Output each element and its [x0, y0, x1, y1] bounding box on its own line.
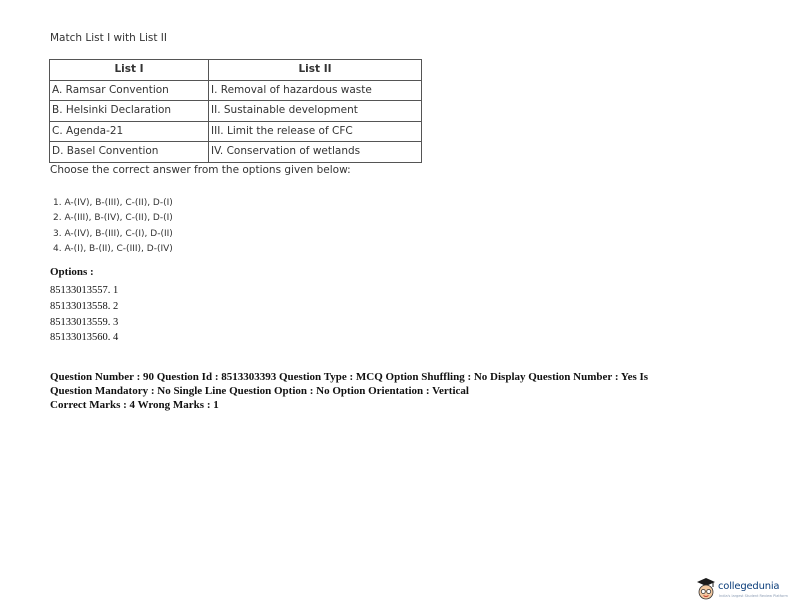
- list-1-item-b: B. Helsinki Declaration: [50, 101, 209, 122]
- match-table: [49, 59, 422, 163]
- table-row: [50, 121, 422, 142]
- metadata-line-3: Correct Marks : 4 Wrong Marks : 1: [50, 399, 219, 411]
- list-1-item-c: C. Agenda-21: [50, 121, 209, 142]
- instruction-text: Choose the correct answer from the options given below:: [50, 164, 351, 176]
- option-code-2: 85133013558. 2: [50, 300, 119, 312]
- brand-watermark: [695, 576, 788, 606]
- answer-choice-3: 3. A-(IV), B-(III), C-(I), D-(II): [53, 228, 173, 239]
- brand-name: collegedunia: [718, 581, 780, 592]
- table-header-row: [50, 60, 422, 81]
- list-2-item-iv: IV. Conservation of wetlands: [209, 142, 422, 163]
- question-heading: Match List I with List II: [50, 32, 168, 44]
- list-1-item-d: D. Basel Convention: [50, 142, 209, 163]
- option-code-list: [50, 283, 118, 346]
- brand-tagline: India's largest Student Review Platform: [719, 594, 788, 598]
- question-metadata: [50, 370, 730, 412]
- collegedunia-logo-icon: [695, 576, 717, 602]
- answer-choices: [53, 196, 173, 258]
- list-2-header: List II: [209, 60, 422, 81]
- answer-choice-4: 4. A-(I), B-(II), C-(III), D-(IV): [53, 244, 173, 255]
- metadata-line-1: Question Number : 90 Question Id : 8513303393 Question Type : MCQ Option Shuffling : No Display Question Number : Yes Is: [50, 371, 649, 383]
- list-2-item-ii: II. Sustainable development: [209, 101, 422, 122]
- metadata-line-2: Question Mandatory : No Single Line Question Option : No Option Orientation : Vertical: [50, 385, 469, 397]
- option-code-3: 85133013559. 3: [50, 316, 119, 328]
- table-row: [50, 80, 422, 101]
- table-row: [50, 142, 422, 163]
- table-row: [50, 101, 422, 122]
- list-2-item-i: I. Removal of hazardous waste: [209, 80, 422, 101]
- option-code-1: 85133013557. 1: [50, 285, 119, 296]
- answer-choice-1: 1. A-(IV), B-(III), C-(II), D-(I): [53, 198, 173, 208]
- list-2-item-iii: III. Limit the release of CFC: [209, 121, 422, 142]
- options-label: Options :: [50, 266, 94, 278]
- list-1-item-a: A. Ramsar Convention: [50, 80, 209, 101]
- option-code-4: 85133013560. 4: [50, 332, 119, 344]
- list-1-header: List I: [50, 60, 209, 81]
- answer-choice-2: 2. A-(III), B-(IV), C-(II), D-(I): [53, 213, 173, 224]
